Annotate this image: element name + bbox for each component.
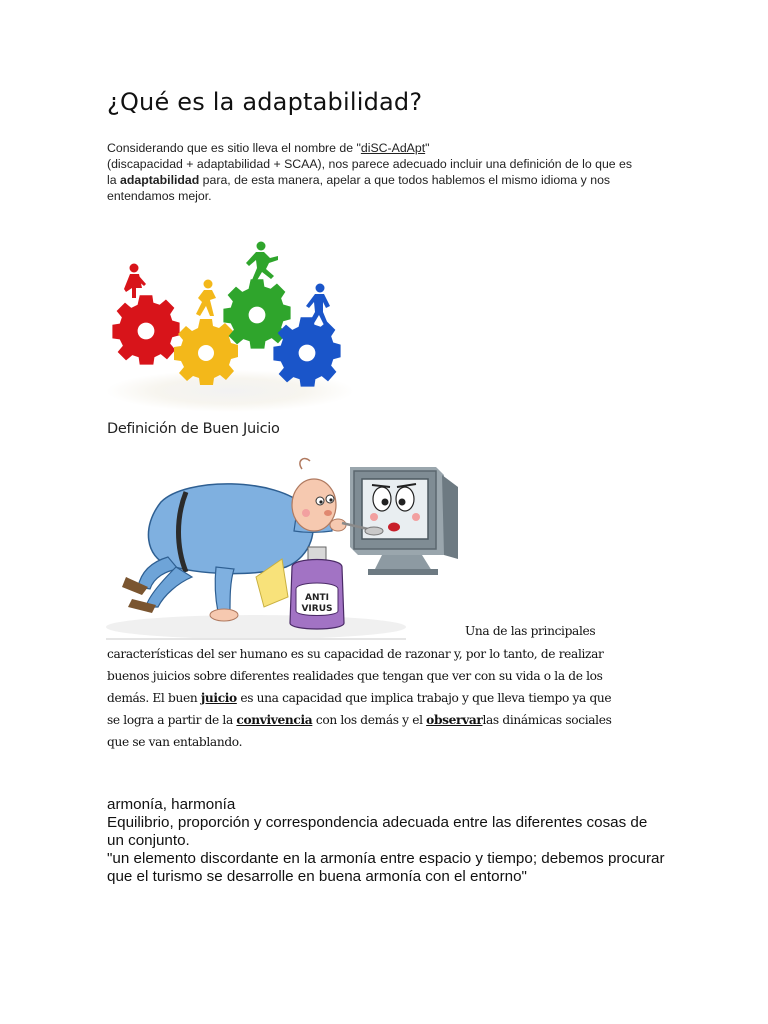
juicio-underlined: juicio (200, 691, 237, 705)
man-figure-icon (122, 459, 383, 621)
serif-line-5: se logra a partir de la convivencia con los demás y el observarlas dinámicas sociales (107, 713, 612, 727)
antivirus-label-line2: VIRUS (301, 604, 333, 614)
buen-juicio-heading: Definición de Buen Juicio (107, 421, 280, 437)
intro-paragraph (107, 140, 667, 204)
red-gear-icon (112, 295, 179, 364)
observar-underlined: observar (426, 713, 483, 727)
disc-adapt-link[interactable]: diSC-AdApt (360, 141, 426, 155)
serif-line-3: buenos juicios sobre diferentes realidades que tengan que ver con su vida o la de los (107, 669, 603, 683)
serif-line-2: características del ser humano es su capacidad de razonar y, por lo tanto, de realizar (107, 647, 604, 661)
intro-line-3: la adaptabilidad para, de esta manera, apelar a que todos hablemos el mismo idioma y nos (107, 173, 611, 187)
red-figure-icon (124, 264, 146, 299)
antivirus-cartoon-illustration (106, 447, 466, 641)
intro-line-4: entendamos mejor. (107, 189, 212, 203)
monitor-icon (350, 467, 458, 575)
definition-line-1: Equilibrio, proporción y correspondencia adecuada entre las diferentes cosas de (107, 814, 648, 831)
definition-term: armonía, harmonía (107, 796, 236, 813)
adaptabilidad-bold: adaptabilidad (120, 173, 200, 187)
serif-line-4: demás. El buen juicio es una capacidad que implica trabajo y que lleva tiempo ya que (107, 691, 612, 705)
antivirus-label-line1: ANTI (305, 593, 329, 603)
convivencia-underlined: convivencia (236, 713, 313, 727)
yellow-gear-icon (174, 319, 238, 385)
green-gear-icon (223, 279, 290, 348)
green-figure-icon (246, 242, 278, 283)
armonia-definition (107, 796, 667, 886)
serif-line-6: que se van entablando. (107, 735, 243, 749)
serif-line-1: Una de las principales (465, 624, 596, 638)
definition-line-3: "un elemento discordante en la armonía entre espacio y tiempo; debemos procurar (107, 850, 665, 867)
definition-line-2: un conjunto. (107, 832, 190, 849)
gears-illustration (106, 236, 354, 412)
intro-line-2: (discapacidad + adaptabilidad + SCAA), nos parece adecuado incluir una definición de lo que es (107, 157, 633, 171)
intro-line-1: Considerando que es sitio lleva el nombre de "diSC-AdApt" (107, 141, 430, 155)
yellow-figure-icon (196, 280, 216, 317)
definition-line-4: que el turismo se desarrolle en buena armonía con el entorno" (107, 868, 527, 885)
blue-gear-icon (273, 317, 340, 386)
page-title: ¿Qué es la adaptabilidad? (107, 88, 423, 116)
